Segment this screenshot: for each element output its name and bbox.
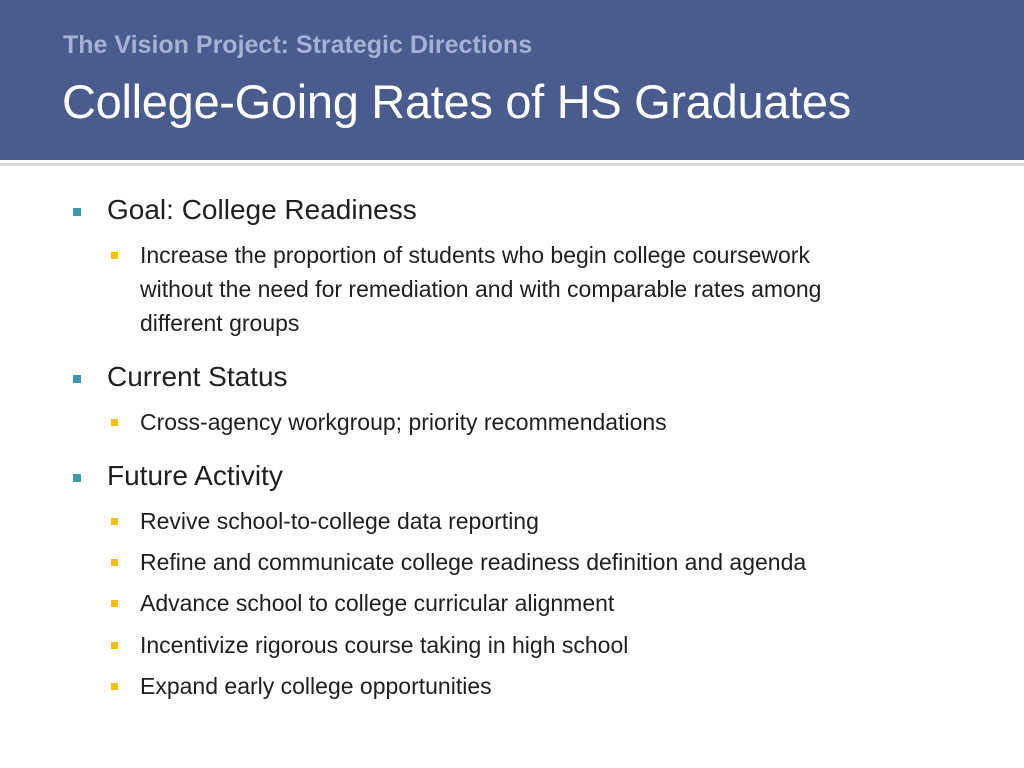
square-bullet-icon: [111, 683, 118, 690]
square-bullet-icon: [111, 642, 118, 649]
slide-title: College-Going Rates of HS Graduates: [62, 75, 851, 128]
sub-bullet-line: without the need for remediation and with comparable rates among: [140, 276, 822, 302]
sub-bullet-line: Cross-agency workgroup; priority recommendations: [140, 409, 667, 435]
square-bullet-icon: [111, 419, 118, 426]
bullet-heading: Goal: College Readiness: [107, 194, 417, 225]
sub-bullet-line: Refine and communicate college readiness definition and agenda: [140, 549, 807, 575]
square-bullet-icon: [111, 252, 118, 259]
bullet-heading: Future Activity: [107, 460, 283, 491]
sub-bullet-line: Expand early college opportunities: [140, 673, 492, 699]
slide-subtitle: The Vision Project: Strategic Directions: [63, 31, 533, 59]
sub-bullet-line: Advance school to college curricular alignment: [140, 590, 615, 616]
square-bullet-icon: [73, 375, 81, 383]
sub-bullet-line: Revive school-to-college data reporting: [140, 508, 539, 534]
sub-bullet-line: Incentivize rigorous course taking in high school: [140, 632, 629, 658]
bullet-heading: Current Status: [107, 361, 288, 392]
square-bullet-icon: [111, 600, 118, 607]
square-bullet-icon: [111, 559, 118, 566]
sub-bullet-line: Increase the proportion of students who begin college coursework: [140, 242, 810, 268]
square-bullet-icon: [111, 518, 118, 525]
square-bullet-icon: [73, 474, 81, 482]
sub-bullet-line: different groups: [140, 310, 300, 336]
square-bullet-icon: [73, 208, 81, 216]
